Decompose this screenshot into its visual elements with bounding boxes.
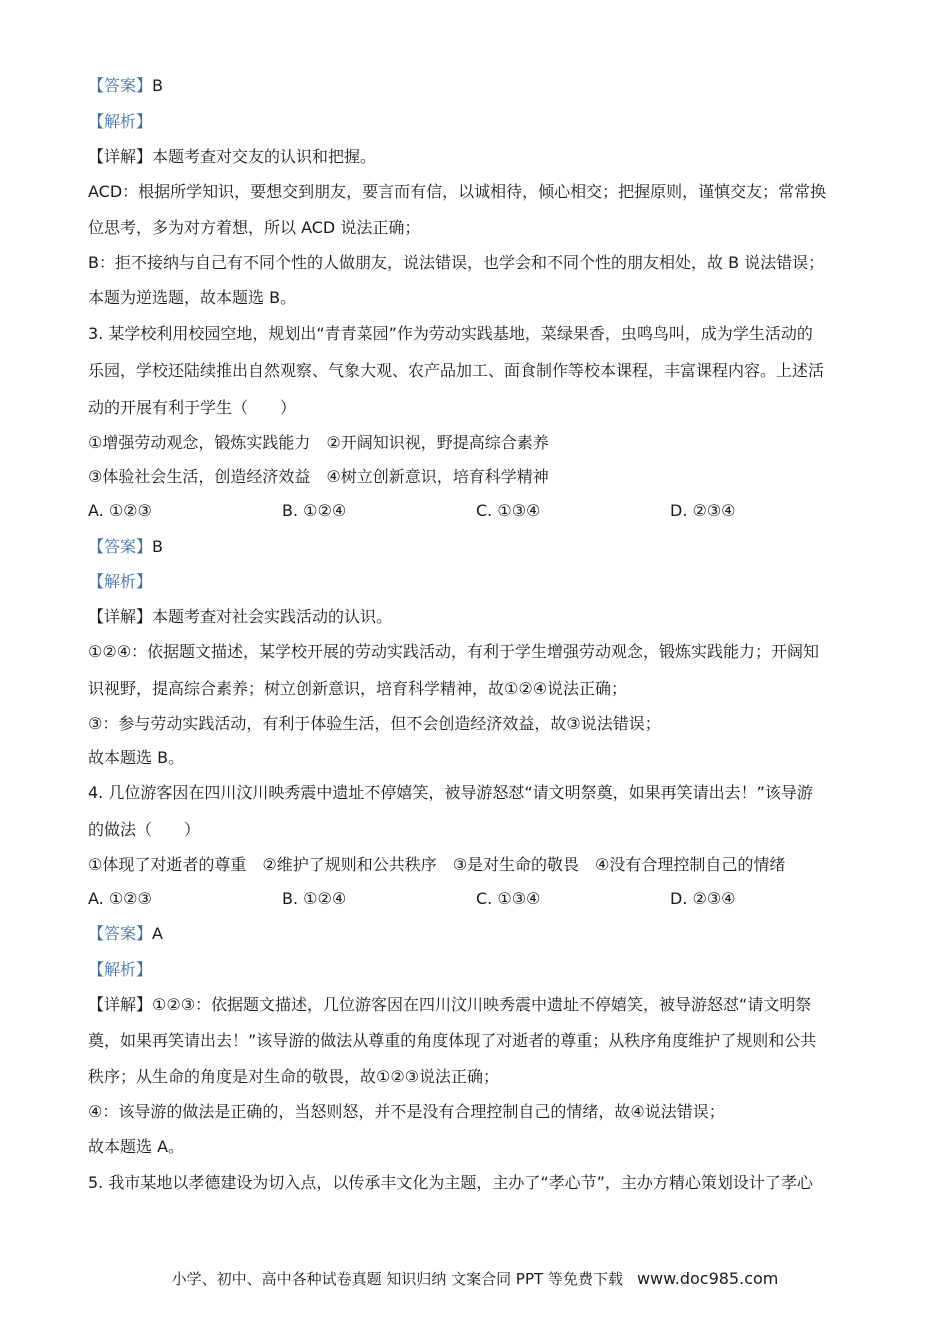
q3-answer-line [88,537,163,557]
q4-explanation-3: 秩序；从生命的角度是对生命的敬畏，故①②③说法正确； [88,1067,500,1086]
q4-explanation-2: 奠，如果再笑请出去！”该导游的做法从尊重的角度体现了对逝者的尊重；从秩序角度维护了规则和公共 [88,1031,817,1050]
answer-label: 【答案】 [88,76,153,95]
q3-explanation-3: ③：参与劳动实践活动，有利于体验生活，但不会创造经济效益，故③说法错误； [88,714,661,733]
q2-analysis-label: 【解析】 [88,112,153,131]
answer-value: A [152,924,163,943]
q3-conclusion: 故本题选 B。 [88,748,185,767]
q3-stem-2: 乐园，学校还陆续推出自然观察、气象大观、农产品加工、面食制作等校本课程，丰富课程内容。上述活 [88,361,825,380]
detail-text: 本题考查对社会实践活动的认识。 [152,607,393,626]
q3-explanation-2: 识视野，提高综合素养；树立创新意识，培育科学精神，故①②④说法正确； [88,679,628,698]
detail-label: 【详解】 [88,607,153,626]
answer-value: B [152,76,163,95]
q4-conclusion: 故本题选 A。 [88,1137,185,1156]
q3-analysis-label: 【解析】 [88,572,153,591]
q4-analysis-label: 【解析】 [88,960,153,979]
q4-stem-2: 的做法（ ） [88,820,201,839]
page-footer [0,1268,950,1290]
answer-label: 【答案】 [88,537,153,556]
q2-explanation-acd-2: 位思考，多为对方着想，所以 ACD 说法正确； [88,218,421,237]
detail-text: ①②③：依据题文描述，几位游客因在四川汶川映秀震中遗址不停嬉笑，被导游怒怼“请文明祭 [152,995,812,1014]
q4-explanation-1 [88,995,811,1015]
q4-answer-line [88,924,163,944]
q2-detail-line [88,147,376,167]
q3-detail-line [88,607,392,627]
option-b: B. ①②④ [282,501,347,520]
option-a: A. ①②③ [88,889,152,908]
answer-label: 【答案】 [88,924,153,943]
q4-statements: ①体现了对逝者的尊重 ②维护了规则和公共秩序 ③是对生命的敬畏 ④没有合理控制自己的情绪 [88,855,786,874]
option-c: C. ①③④ [476,889,541,908]
footer-url[interactable]: www.doc985.com [636,1269,779,1288]
detail-text: 本题考查对交友的认识和把握。 [152,147,377,166]
detail-label: 【详解】 [88,995,153,1014]
q2-explanation-b: B：拒不接纳与自己有不同个性的人做朋友，说法错误，也学会和不同个性的朋友相处，故 B 说法错误； [88,253,825,272]
option-b: B. ①②④ [282,889,347,908]
option-d: D. ②③④ [670,501,736,520]
q3-explanation-1: ①②④：依据题文描述，某学校开展的劳动实践活动，有利于学生增强劳动观念，锻炼实践能力；开阔知 [88,642,820,661]
answer-value: B [152,537,163,556]
q5-stem-1: 5. 我市某地以孝德建设为切入点，以传承丰文化为主题，主办了“孝心节”，主办方精心策划设计了孝心 [88,1173,813,1192]
option-a: A. ①②③ [88,501,152,520]
q3-stem-3: 动的开展有利于学生（ ） [88,398,297,417]
q3-statements-1: ①增强劳动观念，锻炼实践能力 ②开阔知识视，野提高综合素养 [88,433,549,452]
option-c: C. ①③④ [476,501,541,520]
q3-stem-1: 3. 某学校利用校园空地，规划出“青青菜园”作为劳动实践基地，菜绿果香，虫鸣鸟叫，成为学生活动的 [88,324,813,343]
q3-statements-2: ③体验社会生活，创造经济效益 ④树立创新意识，培育科学精神 [88,467,549,486]
q2-conclusion: 本题为逆选题，故本题选 B。 [88,288,297,307]
q4-stem-1: 4. 几位游客因在四川汶川映秀震中遗址不停嬉笑，被导游怒怼“请文明祭奠，如果再笑请出去！”该导游 [88,783,813,802]
option-d: D. ②③④ [670,889,736,908]
footer-text: 小学、初中、高中各种试卷真题 知识归纳 文案合同 PPT 等免费下载 [171,1270,623,1288]
q4-explanation-4: ④：该导游的做法是正确的，当怒则怒，并不是没有合理控制自己的情绪，故④说法错误； [88,1102,725,1121]
detail-label: 【详解】 [88,147,153,166]
q2-answer-line [88,76,163,96]
q2-explanation-acd-1: ACD：根据所学知识，要想交到朋友，要言而有信，以诚相待，倾心相交；把握原则，谨慎交友；常常换 [88,182,827,201]
